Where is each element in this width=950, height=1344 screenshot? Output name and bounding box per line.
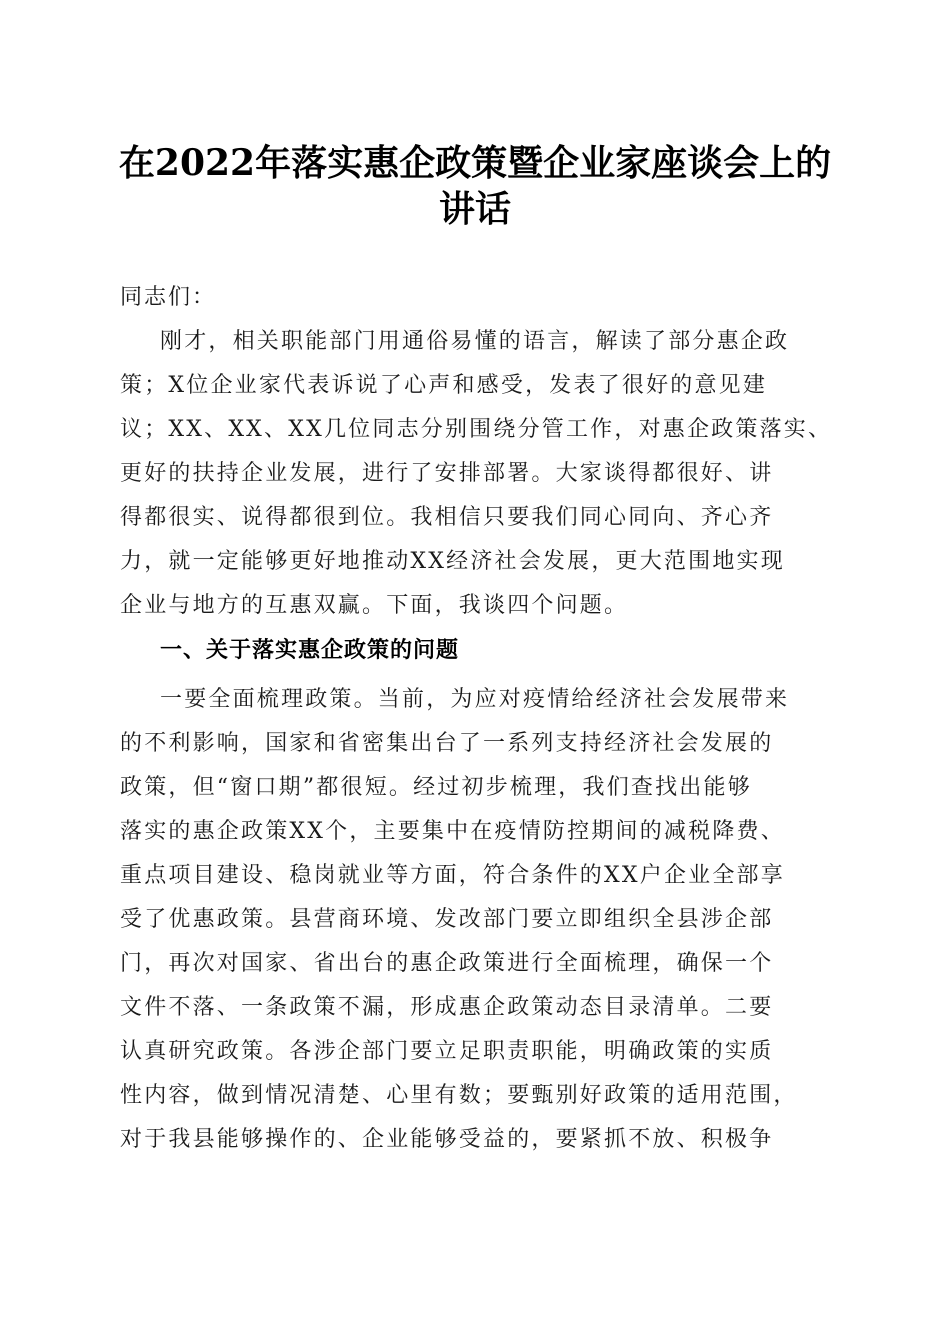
paragraph-1-line: 力，就一定能够更好地推动XX经济社会发展，更大范围地实现	[120, 549, 785, 574]
paragraph-1-line: 更好的扶持企业发展，进行了安排部署。大家谈得都很好、讲	[120, 461, 774, 486]
paragraph-1-line: 策；X位企业家代表诉说了心声和感受，发表了很好的意见建	[120, 373, 768, 398]
paragraph-2-line: 对于我县能够操作的、企业能够受益的，要紧抓不放、积极争	[120, 1127, 774, 1152]
paragraph-1-line: 议；XX、XX、XX几位同志分别围绕分管工作，对惠企政策落实、	[120, 417, 833, 442]
salutation: 同志们：	[120, 285, 217, 310]
paragraph-2-line: 重点项目建设、稳岗就业等方面，符合条件的XX户企业全部享	[120, 863, 785, 888]
document-title-line-2: 讲话	[438, 188, 511, 230]
paragraph-2-line: 政策，但“窗口期”都很短。经过初步梳理，我们查找出能够	[120, 775, 752, 800]
paragraph-2-line: 一要全面梳理政策。当前，为应对疫情给经济社会发展带来	[160, 687, 790, 712]
paragraph-2-line: 认真研究政策。各涉企部门要立足职责职能，明确政策的实质	[120, 1039, 774, 1064]
paragraph-1-line: 得都很实、说得都很到位。我相信只要我们同心同向、齐心齐	[120, 505, 774, 530]
paragraph-1-line: 刚才，相关职能部门用通俗易懂的语言，解读了部分惠企政	[160, 329, 790, 354]
paragraph-2-line: 门，再次对国家、省出台的惠企政策进行全面梳理，确保一个	[120, 951, 774, 976]
paragraph-2-line: 性内容，做到情况清楚、心里有数；要甄别好政策的适用范围，	[120, 1083, 798, 1108]
document-title-line-1: 在2022年落实惠企政策暨企业家座谈会上的	[118, 142, 832, 184]
paragraph-2-line: 的不利影响，国家和省密集出台了一系列支持经济社会发展的	[120, 731, 774, 756]
section-heading: 一、关于落实惠企政策的问题	[160, 638, 460, 663]
paragraph-1-line: 企业与地方的互惠双赢。下面，我谈四个问题。	[120, 593, 629, 618]
paragraph-2-line: 落实的惠企政策XX个，主要集中在疫情防控期间的减税降费、	[120, 819, 785, 844]
paragraph-2-line: 文件不落、一条政策不漏，形成惠企政策动态目录清单。二要	[120, 995, 774, 1020]
paragraph-2-line: 受了优惠政策。县营商环境、发改部门要立即组织全县涉企部	[120, 907, 774, 932]
